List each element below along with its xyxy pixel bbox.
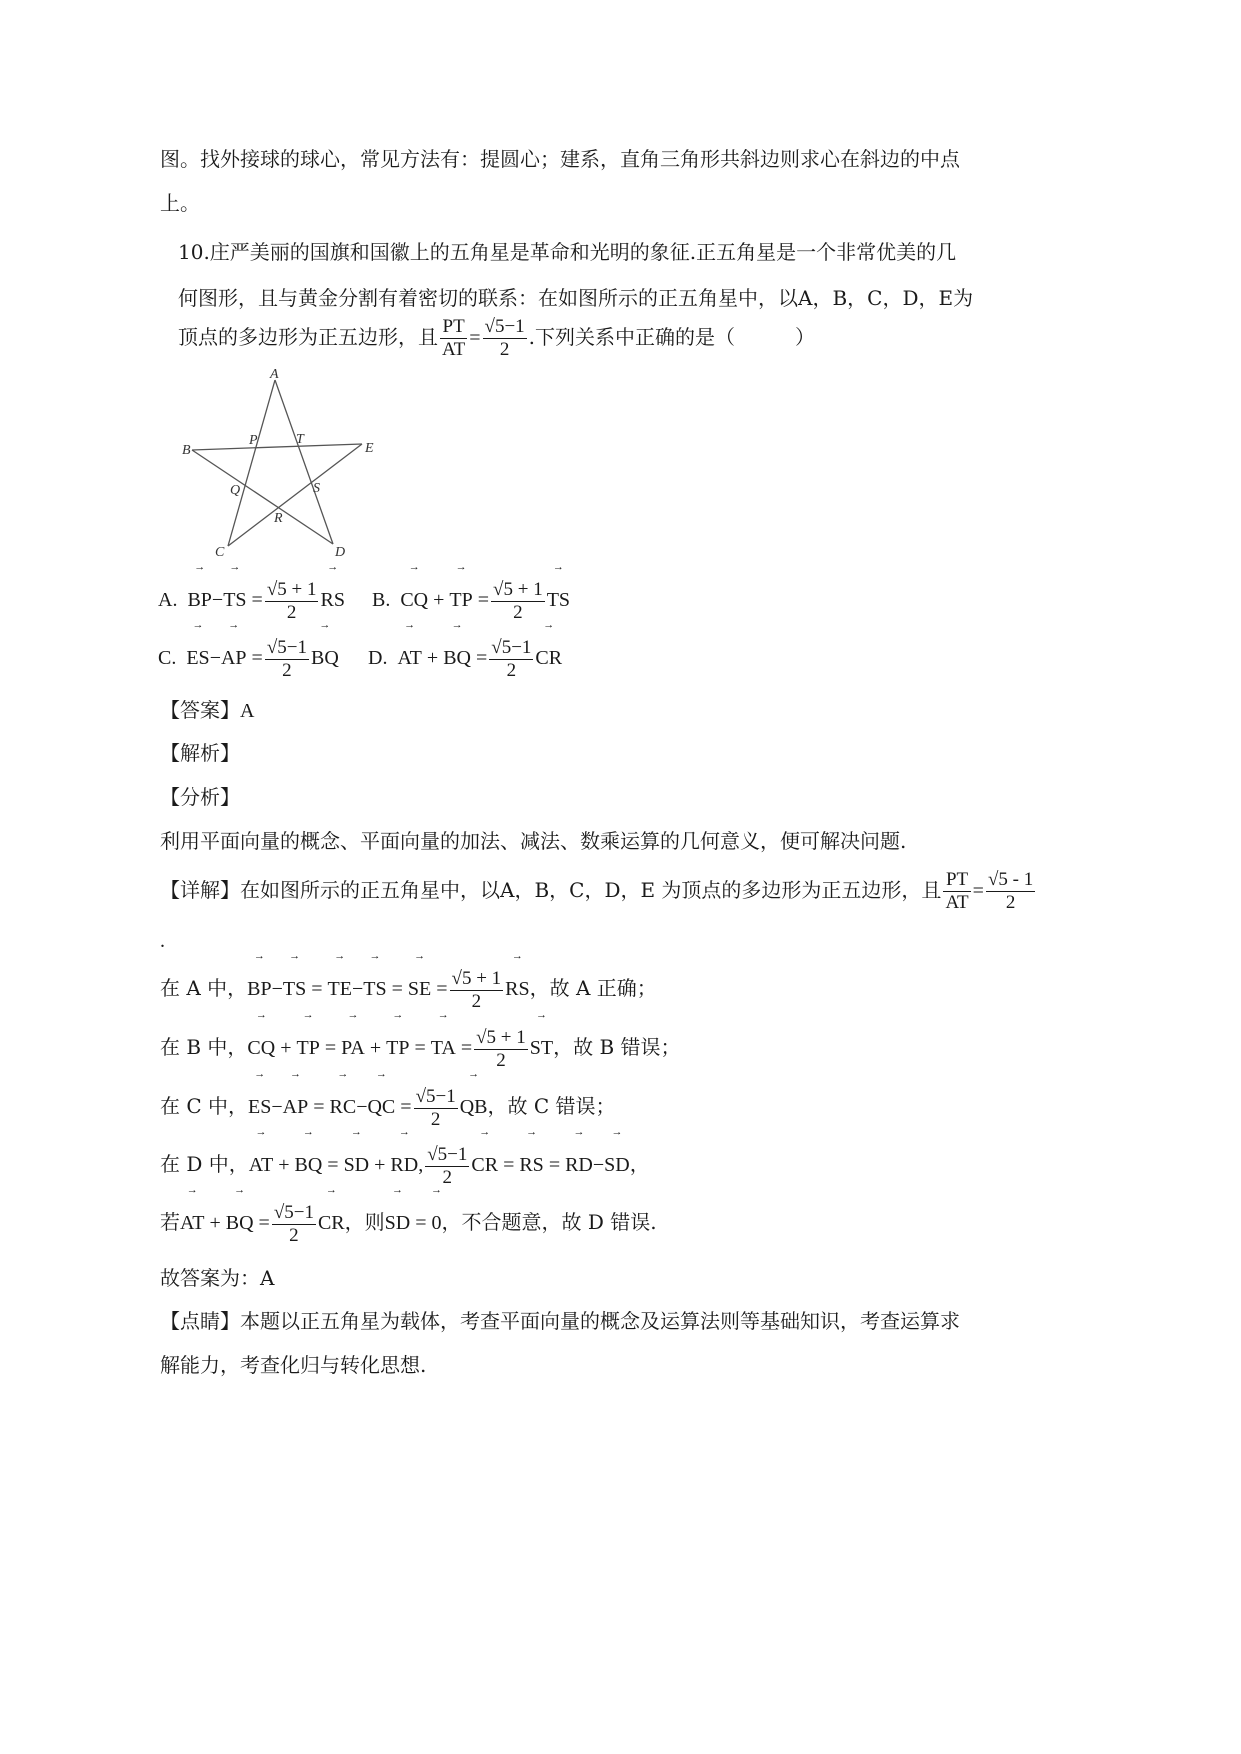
num: √5 + 1 (451, 967, 502, 989)
op: + (426, 647, 439, 669)
dianjing-text-1: 本题以正五角星为载体，考查平面向量的概念及运算法则等基础知识，考查运算求 (240, 1309, 960, 1333)
label-r: R (274, 511, 283, 526)
vector-cr: → CR (535, 633, 562, 683)
eq: = (251, 647, 263, 669)
option-d (368, 633, 562, 683)
option-b-letter: B. (372, 589, 391, 611)
eq: = (324, 1037, 337, 1059)
equals-sign: = (469, 327, 481, 349)
step-a (160, 963, 657, 1014)
vector-se: → SE (408, 964, 431, 1014)
eq: = (548, 1154, 561, 1176)
eq: = (327, 1154, 339, 1176)
vector-qb: → QB (460, 1082, 488, 1132)
detail-ratio-fraction (943, 869, 970, 914)
vector-qc: → QC (367, 1082, 395, 1132)
vector-ta: → TA (431, 1023, 456, 1073)
dianjing-line-1 (160, 1308, 960, 1334)
answer-tag: 【答案】 (160, 698, 240, 722)
den: AT (945, 892, 969, 913)
conclusion: 故答案为：A (160, 1266, 275, 1290)
line-b-e (192, 444, 362, 450)
zero-vector: → 0 (432, 1198, 442, 1248)
detail-text: 在如图所示的正五角星中，以A，B，C，D，E 为顶点的多边形为正五边形，且 (240, 878, 942, 902)
vector-te: → TE (328, 964, 352, 1014)
vector-ts: → TS (547, 575, 570, 625)
detail-line (160, 864, 1037, 917)
golden-numerator: √5−1 (484, 316, 525, 337)
vector-bq: → BQ (311, 633, 339, 683)
vector-ts: → TS (363, 964, 386, 1014)
label-p: P (249, 433, 258, 448)
num: √5 + 1 (266, 578, 317, 600)
label-b: B (182, 443, 191, 458)
label-e: E (365, 441, 374, 456)
vector-sd: → SD (604, 1140, 630, 1190)
ratio-fraction (440, 316, 467, 361)
step-prefix: 在 C 中， (160, 1094, 249, 1118)
step-b (160, 1022, 681, 1073)
vector-bq: → BQ (443, 633, 471, 683)
num: √5−1 (491, 636, 532, 658)
step-suffix: ，故 C 错误； (487, 1094, 616, 1118)
den: 2 (471, 990, 482, 1012)
eq: = (311, 978, 323, 1000)
ratio-numerator: PT (440, 316, 467, 339)
option-a-letter: A. (158, 589, 178, 611)
line-b-d (192, 450, 333, 544)
step-prefix: 在 B 中， (160, 1035, 248, 1059)
eq: = (251, 589, 263, 611)
eq: = (313, 1096, 325, 1118)
detail-period: . (160, 930, 165, 952)
den: 2 (496, 1049, 506, 1071)
den: 2 (282, 659, 292, 681)
vector-bq: → BQ (294, 1140, 322, 1190)
num: PT (943, 869, 970, 892)
eq: = (400, 1096, 412, 1118)
num: √5−1 (415, 1085, 456, 1107)
num: √5−1 (427, 1143, 468, 1165)
question-line-3-prefix: 顶点的多边形为正五边形，且 (178, 325, 438, 349)
option-a (158, 575, 345, 625)
vector-ts: → TS (283, 964, 306, 1014)
step-e (160, 1197, 657, 1248)
vector-ts: → TS (223, 575, 246, 625)
num: √5 - 1 (987, 869, 1034, 890)
intro-line-1: 图。找外接球的球心，常见方法有：提圆心；建系，直角三角形共斜边则求心在斜边的中点 (160, 147, 960, 171)
option-b-fraction (491, 579, 545, 624)
op: + (278, 1154, 290, 1176)
vector-cq: → CQ (247, 1023, 275, 1073)
label-c: C (215, 545, 225, 560)
golden-fraction (483, 316, 527, 361)
num: √5−1 (266, 636, 307, 658)
step-e-fraction (272, 1202, 316, 1247)
step-prefix: 若 (160, 1210, 180, 1234)
step-middle: ，则 (344, 1210, 385, 1234)
vector-rc: → RC (330, 1082, 357, 1132)
num: √5 + 1 (476, 1026, 526, 1048)
den: 2 (1005, 892, 1016, 913)
den: 2 (289, 1224, 299, 1246)
detail-tag: 【详解】 (160, 878, 240, 902)
step-suffix: ，不合题意，故 D 错误. (441, 1210, 657, 1234)
question-line-1: 10.庄严美丽的国旗和国徽上的五角星是革命和光明的象征.正五角星是一个非常优美的几 (178, 240, 957, 264)
label-s: S (313, 481, 320, 496)
step-b-fraction (474, 1027, 528, 1072)
op: − (351, 978, 364, 1000)
question-line-3-suffix: .下列关系中正确的是（ ） (528, 325, 816, 349)
comma: , (418, 1154, 424, 1176)
op: − (356, 1096, 368, 1118)
label-t: T (296, 432, 304, 447)
step-c-fraction (414, 1086, 458, 1131)
eq: = (415, 1212, 427, 1234)
vector-tp: → TP (449, 575, 472, 625)
label-a: A (270, 368, 279, 382)
den: 2 (506, 659, 517, 681)
option-d-letter: D. (368, 647, 388, 669)
vector-es: → ES (186, 633, 209, 683)
op: − (271, 1096, 283, 1118)
fenxi-tag: 【分析】 (160, 785, 240, 809)
eq: = (460, 1037, 473, 1059)
eq: = (972, 880, 984, 902)
step-prefix: 在 A 中， (160, 976, 248, 1000)
option-c (158, 633, 339, 683)
answer-value: A (240, 700, 255, 722)
vector-tp: → TP (386, 1023, 409, 1073)
den: 2 (286, 601, 297, 623)
line-a-c (228, 380, 275, 546)
vector-es: → ES (248, 1082, 271, 1132)
den: 2 (513, 601, 523, 623)
step-suffix: ，故 A 正确； (529, 976, 657, 1000)
num: √5 + 1 (493, 578, 543, 600)
vector-rd: → RD (565, 1140, 593, 1190)
eq: = (436, 978, 448, 1000)
op: + (209, 1212, 221, 1234)
dianjing-line-2: 解能力，考查化归与转化思想. (160, 1353, 427, 1377)
eq: = (475, 647, 488, 669)
ratio-denominator: AT (442, 339, 466, 360)
op: + (374, 1154, 386, 1176)
den: 2 (442, 1166, 453, 1188)
analysis-tag: 【解析】 (160, 741, 240, 765)
line-a-d (275, 380, 333, 544)
op: + (280, 1037, 292, 1059)
option-b (372, 575, 570, 625)
golden-denominator: 2 (499, 339, 510, 360)
line-e-c (228, 444, 362, 546)
step-d (160, 1139, 650, 1190)
vector-rs: → RS (320, 575, 344, 625)
vector-ap: → AP (221, 633, 247, 683)
num: √5−1 (273, 1201, 314, 1223)
vector-bp: → BP (247, 964, 271, 1014)
den: 2 (430, 1108, 441, 1130)
vector-cr: → CR (318, 1198, 345, 1248)
label-d: D (335, 545, 346, 560)
op: − (271, 978, 283, 1000)
option-d-fraction (489, 637, 533, 682)
eq: = (477, 589, 490, 611)
intro-line-2: 上。 (160, 191, 200, 215)
question-line-2: 何图形，且与黄金分割有着密切的联系：在如图所示的正五角星中，以A，B，C，D，E为 (178, 286, 974, 310)
step-a-fraction (450, 968, 504, 1013)
vector-at: → AT (397, 633, 421, 683)
eq: = (258, 1212, 270, 1234)
vector-bp: → BP (187, 575, 211, 625)
fenxi-text: 利用平面向量的概念、平面向量的加法、减法、数乘运算的几何意义，便可解决问题. (160, 829, 907, 853)
vector-bq: → BQ (226, 1198, 254, 1248)
option-c-letter: C. (158, 647, 177, 669)
label-q: Q (230, 483, 241, 498)
question-line-3 (178, 312, 815, 363)
detail-golden-fraction (986, 869, 1035, 914)
op: − (592, 1154, 605, 1176)
vector-st: → ST (530, 1023, 553, 1073)
step-suffix: ，故 B 错误； (553, 1035, 681, 1059)
op: + (369, 1037, 382, 1059)
vector-cr: → CR (471, 1140, 498, 1190)
op: − (211, 589, 224, 611)
eq: = (503, 1154, 515, 1176)
step-d-fraction (425, 1144, 469, 1189)
vector-rs: → RS (505, 964, 529, 1014)
answer-line (160, 697, 254, 724)
op: − (209, 647, 221, 669)
vector-pa: → PA (341, 1023, 365, 1073)
vector-tp: → TP (297, 1023, 320, 1073)
vector-ap: → AP (283, 1082, 309, 1132)
vector-sd: → SD (385, 1198, 411, 1248)
option-c-fraction (265, 637, 309, 682)
vector-rs: → RS (519, 1140, 543, 1190)
vector-at: → AT (180, 1198, 204, 1248)
option-a-fraction (265, 579, 319, 624)
op: + (433, 589, 445, 611)
dianjing-tag: 【点睛】 (160, 1309, 240, 1333)
step-suffix: ， (629, 1152, 650, 1176)
pentagram-figure (170, 368, 390, 568)
step-prefix: 在 D 中， (160, 1152, 249, 1176)
eq: = (391, 978, 403, 1000)
vector-cq: → CQ (400, 575, 428, 625)
step-c (160, 1081, 616, 1132)
vector-sd: → SD (344, 1140, 370, 1190)
vector-at: → AT (249, 1140, 273, 1190)
eq: = (414, 1037, 426, 1059)
vector-rd: → RD (390, 1140, 418, 1190)
